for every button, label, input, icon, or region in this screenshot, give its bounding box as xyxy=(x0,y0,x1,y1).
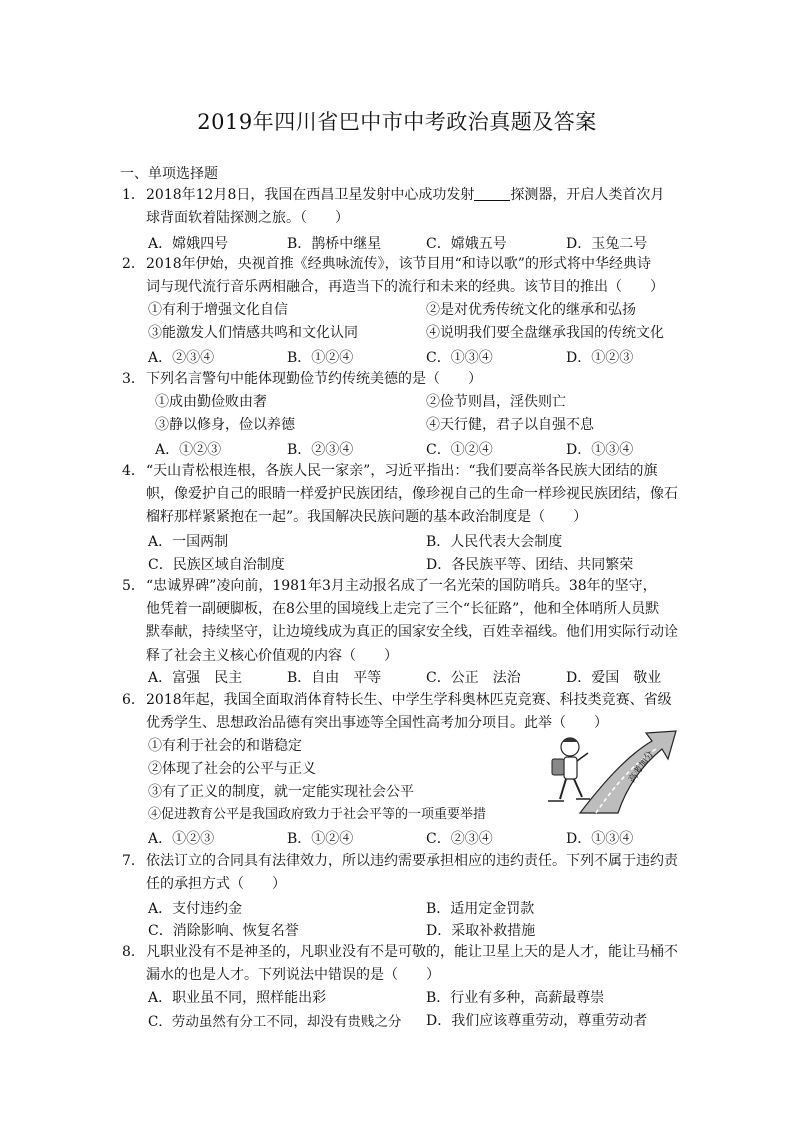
option-a: A．职业虽不同，照样能出彩 xyxy=(148,990,327,1006)
option-c: C．嫦娥五号 xyxy=(426,236,507,252)
option-b: B．自由 平等 xyxy=(287,670,382,686)
option-d: D．我们应该尊重劳动，尊重劳动者 xyxy=(426,1013,648,1029)
option-d: D．爱国 敬业 xyxy=(566,670,662,686)
question-7 xyxy=(122,850,682,896)
option-b: B．人民代表大会制度 xyxy=(426,534,563,550)
statement-1: ①有利于社会的和谐稳定 xyxy=(148,738,302,754)
question-stem: 凡职业没有不是神圣的，凡职业没有不是可敬的，能让卫星上天的是人才，能让马桶不 xyxy=(146,944,678,960)
option-a: A．嫦娥四号 xyxy=(148,236,229,252)
question-number: 8． xyxy=(122,944,145,960)
statement-3: ③能激发人们情感共鸣和文化认同 xyxy=(148,325,358,341)
section-heading: 一、单项选择题 xyxy=(120,166,218,182)
question-1 xyxy=(122,184,682,230)
question-stem: 任的承担方式（ ） xyxy=(146,876,286,893)
question-stem: 帜，像爱护自己的眼睛一样爱护民族团结，像珍视自己的生命一样珍视民族团结，像石 xyxy=(146,486,678,503)
option-a: A．支付违约金 xyxy=(148,901,243,917)
question-8 xyxy=(122,941,682,987)
option-d: D．①②③ xyxy=(566,350,634,366)
option-d: D．①③④ xyxy=(566,442,634,458)
answer-blank xyxy=(474,186,510,201)
statement-3: ③静以修身，俭以养德 xyxy=(155,417,295,433)
statement-4: ④说明我们要全盘继承我国的传统文化 xyxy=(426,325,664,341)
option-d: D．玉兔二号 xyxy=(566,236,648,252)
option-c: C．①②④ xyxy=(426,442,493,458)
question-stem: 2018年12月8日，我国在西昌卫星发射中心成功发射 xyxy=(146,187,475,203)
question-stem: 2018年伊始，央视首推《经典咏流传》，该节目用“和诗以歌”的形式将中华经典诗 xyxy=(146,256,651,272)
option-c: C．①③④ xyxy=(426,350,493,366)
question-number: 6． xyxy=(122,692,145,708)
option-b: B．适用定金罚款 xyxy=(426,901,535,917)
statement-2: ②俭节则昌，淫佚则亡 xyxy=(426,394,566,410)
question-stem: 榴籽那样紧紧抱在一起”。我国解决民族问题的基本政治制度是（ ） xyxy=(146,509,588,526)
statement-2: ②是对优秀传统文化的继承和弘扬 xyxy=(426,302,636,318)
question-stem: 探测器，开启人类首次月 xyxy=(510,187,665,203)
option-d: D．各民族平等、团结、共同繁荣 xyxy=(426,557,634,573)
statement-4: ④促进教育公平是我国政府致力于社会平等的一项重要举措 xyxy=(148,807,487,822)
question-stem: 词与现代流行音乐两相融合，再造当下的流行和未来的经典。该节目的推出（ ） xyxy=(146,279,664,296)
statement-1: ①成由勤俭败由奢 xyxy=(155,394,267,410)
option-a: A．①②③ xyxy=(148,831,215,847)
question-stem: 漏水的也是人才。下列说法中错误的是（ ） xyxy=(146,967,440,984)
option-a: A．富强 民主 xyxy=(148,670,243,686)
option-c: C．②③④ xyxy=(426,831,493,847)
option-b: B．鹊桥中继星 xyxy=(287,236,382,252)
option-c: C．民族区域自治制度 xyxy=(148,557,285,573)
question-number: 7． xyxy=(122,853,145,869)
question-number: 5． xyxy=(122,578,145,594)
statement-4: ④天行健，君子以自强不息 xyxy=(426,417,594,433)
question-number: 3． xyxy=(122,371,145,387)
option-a: A．②③④ xyxy=(148,350,215,366)
question-stem: 他凭着一副硬脚板，在8公里的国境线上走完了三个“长征路”，他和全体哨所人员默 xyxy=(146,601,660,618)
option-b: B．行业有多种，高薪最尊崇 xyxy=(426,990,605,1006)
question-3 xyxy=(122,368,682,391)
question-2 xyxy=(122,253,682,299)
option-d: D．采取补救措施 xyxy=(426,923,536,939)
question-stem: 释了社会主义核心价值观的内容（ ） xyxy=(146,647,398,664)
option-d: D．①③④ xyxy=(566,831,634,847)
question-number: 4． xyxy=(122,463,145,479)
question-stem: 默奉献，持续坚守，让边境线成为真正的国家安全线，百姓幸福线。他们用实际行动诠 xyxy=(146,624,678,641)
option-c: C．劳动虽然有分工不同，却没有贵贱之分 xyxy=(148,1014,402,1030)
option-b: B．②③④ xyxy=(287,442,354,458)
cartoon-illustration xyxy=(540,727,680,815)
option-b: B．①②④ xyxy=(287,350,354,366)
option-b: B．①②④ xyxy=(287,831,354,847)
question-5 xyxy=(122,575,682,668)
arrow-label: 高考加分 xyxy=(627,749,657,785)
question-stem: 优秀学生、思想政治品德有突出事迹等全国性高考加分项目。此举（ ） xyxy=(146,715,608,732)
question-stem: 下列名言警句中能体现勤俭节约传统美德的是（ ） xyxy=(146,371,482,387)
statement-1: ①有利于增强文化自信 xyxy=(148,302,288,318)
option-a: A．一国两制 xyxy=(148,534,229,550)
question-stem: 依法订立的合同具有法律效力，所以违约需要承担相应的违约责任。下列不属于违约责 xyxy=(146,853,678,869)
question-number: 2． xyxy=(122,256,145,272)
question-4 xyxy=(122,460,682,530)
question-stem: “忠诚界碑”凌向前，1981年3月主动报名成了一名光荣的国防哨兵。38年的坚守， xyxy=(146,578,657,594)
option-a: A．①②③ xyxy=(155,442,222,458)
question-stem: “天山青松根连根，各族人民一家亲”，习近平指出：“我们要高举各民族大团结的旗 xyxy=(146,463,658,479)
statement-2: ②体现了社会的公平与正义 xyxy=(148,761,316,777)
option-c: C．公正 法治 xyxy=(426,670,521,686)
question-stem: 2018年起，我国全面取消体育特长生、中学生学科奥林匹克竞赛、科技类竞赛、省级 xyxy=(146,692,672,708)
page-title: 2019年四川省巴中市中考政治真题及答案 xyxy=(197,110,597,134)
statement-3: ③有了正义的制度，就一定能实现社会公平 xyxy=(148,784,414,800)
option-c: C．消除影响、恢复名誉 xyxy=(148,923,299,939)
question-stem: 球背面软着陆探测之旅。（ ） xyxy=(146,210,349,227)
question-number: 1． xyxy=(122,187,145,203)
